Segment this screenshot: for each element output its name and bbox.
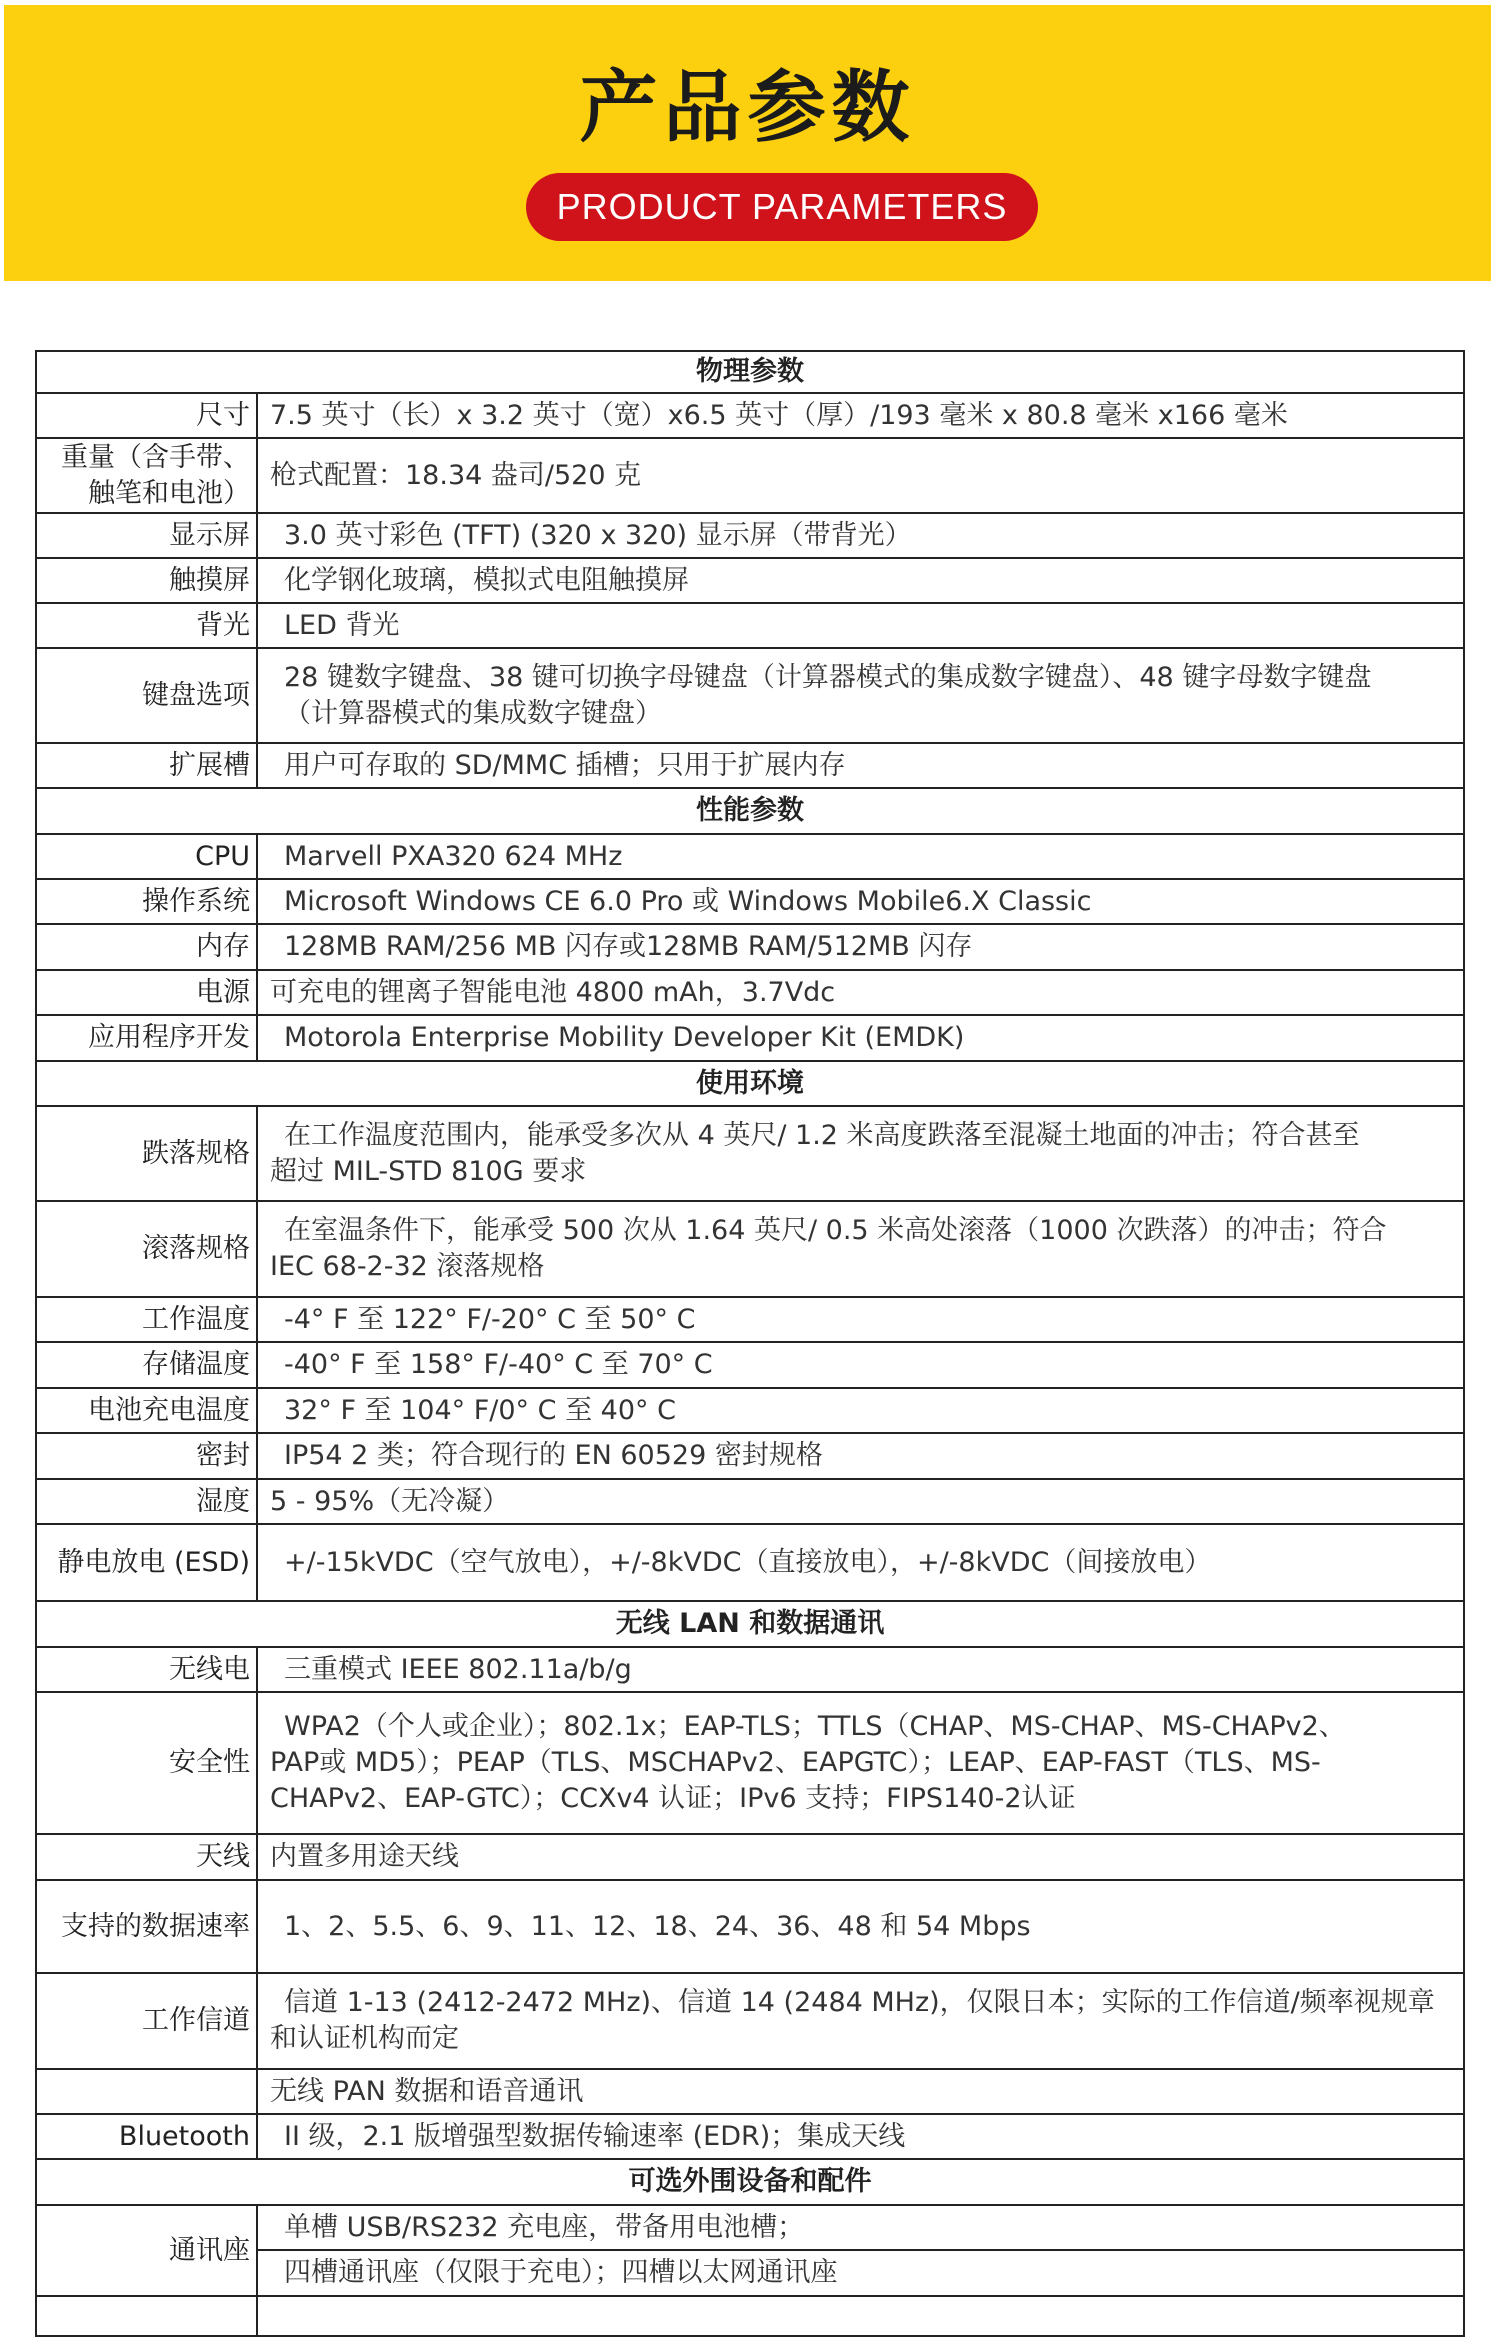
- section-accessories: [36, 2159, 1464, 2205]
- spec-value: 7.5 英寸（长）x 3.2 英寸（宽）x6.5 英寸（厚）/193 毫米 x 80.8 毫米 x166 毫米: [257, 393, 1464, 438]
- spec-label: CPU: [36, 834, 257, 879]
- spec-table: [35, 350, 1465, 2337]
- spec-value-line: 在室温条件下，能承受 500 次从 1.64 英尺/ 0.5 米高处滚落（1000 次跌落）的冲击；符合: [284, 1215, 1387, 1246]
- section-title: 使用环境: [36, 1061, 1464, 1106]
- table-row: [36, 1106, 1464, 1201]
- section-physical: [36, 351, 1464, 393]
- spec-label: 扩展槽: [36, 743, 257, 788]
- table-row: [36, 924, 1464, 970]
- spec-label-line: 重量（含手带、: [61, 441, 250, 473]
- spec-value-line: 在工作温度范围内，能承受多次从 4 英尺/ 1.2 米高度跌落至混凝土地面的冲击；符合甚至: [284, 1119, 1360, 1151]
- spec-value: 内置多用途天线: [257, 1834, 1464, 1880]
- spec-label: 应用程序开发: [36, 1015, 257, 1061]
- page-title: 产品参数: [579, 63, 916, 153]
- spec-value: [257, 1973, 1464, 2069]
- spec-value: Microsoft Windows CE 6.0 Pro 或 Windows Mobile6.X Classic: [257, 879, 1464, 924]
- spec-value: 单槽 USB/RS232 充电座，带备用电池槽；: [257, 2205, 1464, 2250]
- spec-value: 四槽通讯座（仅限于充电）；四槽以太网通讯座: [257, 2250, 1464, 2296]
- spec-value: [257, 2296, 1464, 2336]
- spec-label: 工作信道: [36, 1973, 257, 2069]
- spec-value: Marvell PXA320 624 MHz: [257, 834, 1464, 879]
- table-row: [36, 834, 1464, 879]
- spec-label: 跌落规格: [36, 1106, 257, 1201]
- table-row: [36, 1433, 1464, 1479]
- spec-label: 显示屏: [36, 513, 257, 558]
- spec-value: 可充电的锂离子智能电池 4800 mAh，3.7Vdc: [257, 970, 1464, 1015]
- spec-value: 1、2、5.5、6、9、11、12、18、24、36、48 和 54 Mbps: [257, 1880, 1464, 1973]
- spec-label: 安全性: [36, 1692, 257, 1834]
- spec-label: [36, 1524, 257, 1601]
- spec-value: [257, 1201, 1464, 1297]
- spec-value-line: CHAPv2、EAP-GTC）；CCXv4 认证；IPv6 支持；FIPS140-2认证: [270, 1783, 1076, 1814]
- spec-label: 无线电: [36, 1647, 257, 1692]
- table-row: [36, 879, 1464, 924]
- table-row: [36, 1015, 1464, 1061]
- table-row: [36, 2296, 1464, 2336]
- subtitle-badge: PRODUCT PARAMETERS: [526, 173, 1038, 241]
- table-row: [36, 1647, 1464, 1692]
- spec-label: 背光: [36, 603, 257, 648]
- spec-value: 化学钢化玻璃，模拟式电阻触摸屏: [257, 558, 1464, 603]
- table-row: [36, 1880, 1464, 1973]
- spec-label-line: (ESD): [173, 1546, 250, 1578]
- spec-value: -40° F 至 158° F/-40° C 至 70° C: [257, 1342, 1464, 1388]
- section-title: 性能参数: [36, 788, 1464, 834]
- spec-label-line: 触笔和电池）: [88, 477, 250, 509]
- section-environment: [36, 1061, 1464, 1106]
- spec-label: 通讯座: [36, 2205, 257, 2296]
- spec-label: 电池充电温度: [36, 1388, 257, 1433]
- spec-value: [257, 1692, 1464, 1834]
- spec-label: [36, 2069, 257, 2114]
- table-row: [36, 648, 1464, 743]
- spec-value-line: WPA2（个人或企业）；802.1x；EAP-TLS；TTLS（CHAP、MS-CHAP、MS-CHAPv2、: [284, 1711, 1346, 1742]
- spec-value: Motorola Enterprise Mobility Developer Kit (EMDK): [257, 1015, 1464, 1061]
- spec-value: 用户可存取的 SD/MMC 插槽；只用于扩展内存: [257, 743, 1464, 788]
- spec-label: 工作温度: [36, 1297, 257, 1342]
- spec-label: 支持的数据速率: [36, 1880, 257, 1973]
- spec-label: 电源: [36, 970, 257, 1015]
- spec-value: 3.0 英寸彩色 (TFT) (320 x 320) 显示屏（带背光）: [257, 513, 1464, 558]
- table-row: [36, 1388, 1464, 1433]
- spec-label: 键盘选项: [36, 648, 257, 743]
- section-performance: [36, 788, 1464, 834]
- table-row: [36, 743, 1464, 788]
- spec-value-line: （计算器模式的集成数字键盘）: [284, 697, 662, 729]
- spec-value: [257, 1106, 1464, 1201]
- table-row: [36, 2205, 1464, 2250]
- spec-label: 内存: [36, 924, 257, 970]
- spec-value: [257, 648, 1464, 743]
- table-row: [36, 1201, 1464, 1297]
- header-banner: [4, 5, 1491, 281]
- spec-label: [36, 2296, 257, 2336]
- spec-value: 枪式配置：18.34 盎司/520 克: [257, 438, 1464, 513]
- section-title: 物理参数: [36, 351, 1464, 393]
- spec-label: 密封: [36, 1433, 257, 1479]
- table-row: [36, 970, 1464, 1015]
- spec-label: 滚落规格: [36, 1201, 257, 1297]
- spec-label: Bluetooth: [36, 2114, 257, 2159]
- spec-value: IP54 2 类；符合现行的 EN 60529 密封规格: [257, 1433, 1464, 1479]
- spec-label: 存储温度: [36, 1342, 257, 1388]
- spec-value-line: 和认证机构而定: [270, 2023, 459, 2054]
- section-wireless: [36, 1601, 1464, 1647]
- spec-value-line: IEC 68-2-32 滚落规格: [270, 1251, 545, 1282]
- spec-value: LED 背光: [257, 603, 1464, 648]
- table-row: [36, 2114, 1464, 2159]
- spec-value: 32° F 至 104° F/0° C 至 40° C: [257, 1388, 1464, 1433]
- spec-value-line: 信道 1-13 (2412-2472 MHz)、信道 14 (2484 MHz)，仅限日本；实际的工作信道/频率视规章: [284, 1987, 1435, 2018]
- table-row: [36, 1342, 1464, 1388]
- table-row: [36, 513, 1464, 558]
- table-row: [36, 558, 1464, 603]
- table-row: [36, 1479, 1464, 1524]
- spec-label: 尺寸: [36, 393, 257, 438]
- table-row: [36, 438, 1464, 513]
- table-row: [36, 1524, 1464, 1601]
- spec-label: [36, 438, 257, 513]
- table-row: [36, 1973, 1464, 2069]
- spec-value: 5 - 95%（无冷凝）: [257, 1479, 1464, 1524]
- section-title: 可选外围设备和配件: [36, 2159, 1464, 2205]
- spec-label: 湿度: [36, 1479, 257, 1524]
- table-row: [36, 1834, 1464, 1880]
- spec-value: -4° F 至 122° F/-20° C 至 50° C: [257, 1297, 1464, 1342]
- spec-value: II 级，2.1 版增强型数据传输速率 (EDR)；集成天线: [257, 2114, 1464, 2159]
- spec-label: 操作系统: [36, 879, 257, 924]
- spec-value: +/-15kVDC（空气放电），+/-8kVDC（直接放电），+/-8kVDC（间接放电）: [257, 1524, 1464, 1601]
- spec-value-line: PAP或 MD5）；PEAP（TLS、MSCHAPv2、EAPGTC）；LEAP、EAP-FAST（TLS、MS-: [270, 1747, 1321, 1778]
- spec-value: 三重模式 IEEE 802.11a/b/g: [257, 1647, 1464, 1692]
- table-row: [36, 603, 1464, 648]
- table-row: [36, 1692, 1464, 1834]
- spec-value-line: 28 键数字键盘、38 键可切换字母键盘（计算器模式的集成数字键盘）、48 键字母数字键盘: [284, 661, 1372, 693]
- spec-value: 无线 PAN 数据和语音通讯: [257, 2069, 1464, 2114]
- spec-label-line: 静电放电: [57, 1546, 166, 1578]
- spec-label: 天线: [36, 1834, 257, 1880]
- spec-value-line: 超过 MIL-STD 810G 要求: [270, 1155, 587, 1187]
- table-row: [36, 2069, 1464, 2114]
- spec-label: 触摸屏: [36, 558, 257, 603]
- table-row: [36, 393, 1464, 438]
- table-row: [36, 1297, 1464, 1342]
- section-title: 无线 LAN 和数据通讯: [36, 1601, 1464, 1647]
- spec-value: 128MB RAM/256 MB 闪存或128MB RAM/512MB 闪存: [257, 924, 1464, 970]
